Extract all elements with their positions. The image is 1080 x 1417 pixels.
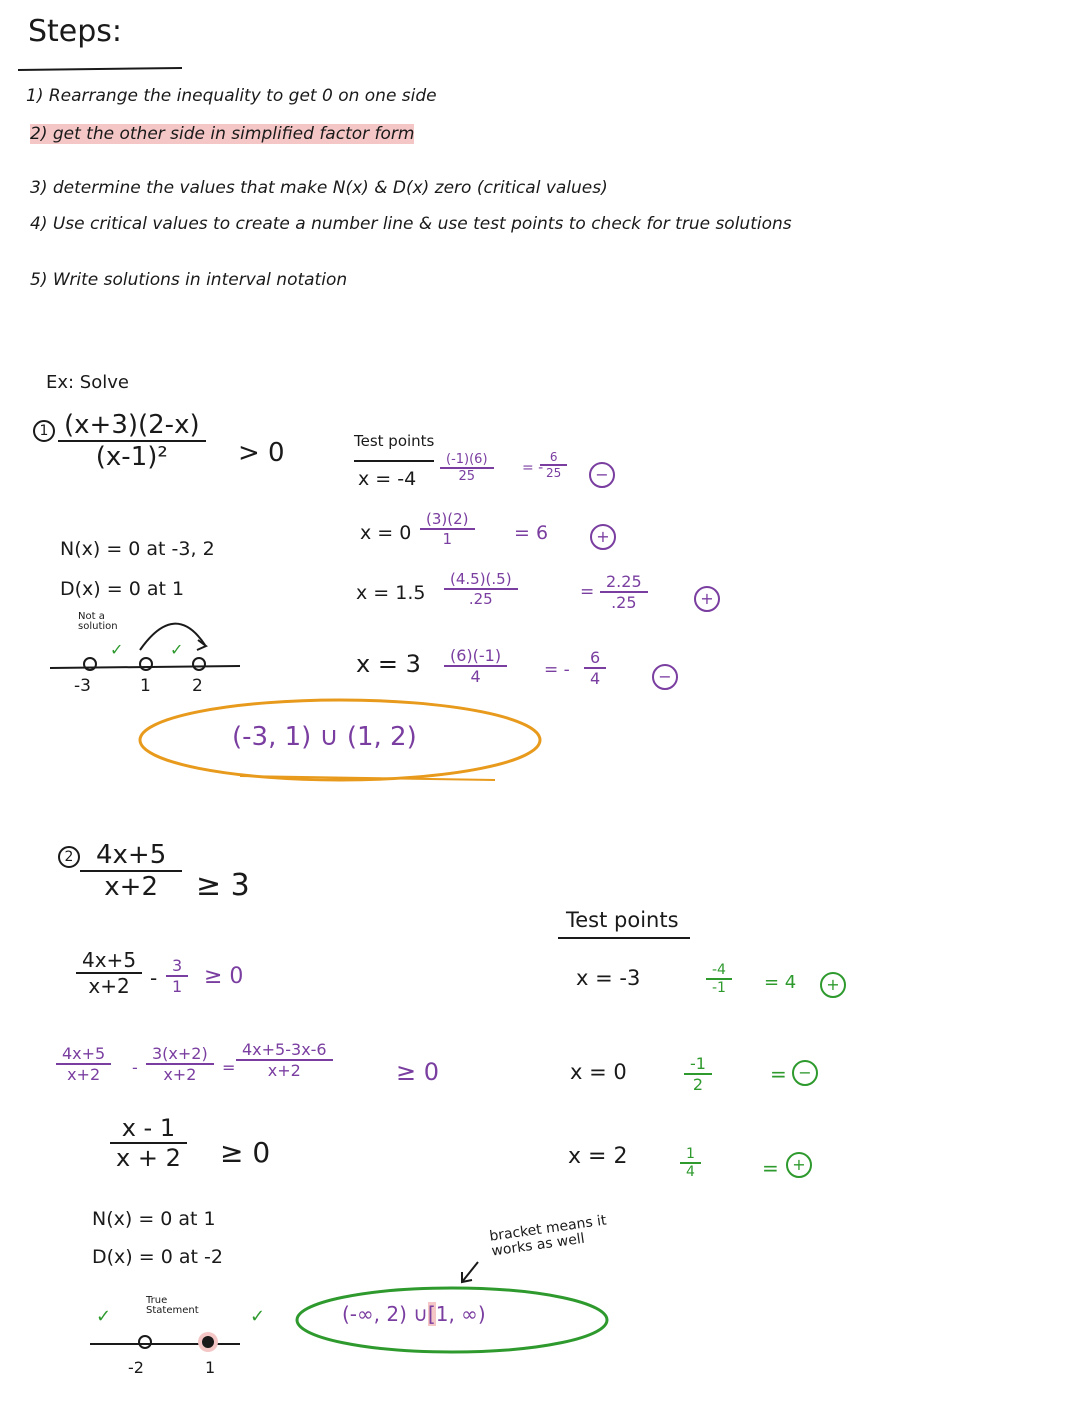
ex1-tp-x-2: x = 0 (360, 522, 412, 544)
ex1-n-zero: N(x) = 0 at -3, 2 (60, 538, 215, 560)
ex1-tp-res-1: $\frac{6}{25}$ (540, 450, 567, 480)
step-1: 1) Rearrange the inequality to get 0 on one side (26, 86, 437, 106)
ex1-tp-frac-1: $\frac{(-1)(6)}{25}$ (440, 452, 494, 484)
ex2-tp-sign-3: + (786, 1152, 812, 1178)
ex2-check-1: ✓ (96, 1306, 112, 1327)
ex2-tp-x-1: x = -3 (576, 966, 641, 990)
ex2-tp-frac-2: $\frac{-1}{2}$ (684, 1054, 712, 1094)
ex1-tp-x-3: x = 1.5 (356, 582, 426, 604)
ex2-step2-eq: = (222, 1058, 236, 1077)
arrow-head-1 (197, 640, 206, 650)
ex2-denominator: x+2 (104, 872, 158, 902)
ex1-tp-x-1: x = -4 (358, 468, 417, 490)
ex2-fraction (80, 840, 182, 902)
step-5: 5) Write solutions in interval notation (30, 270, 348, 290)
ex2-test-points-heading: Test points (566, 908, 679, 932)
ex2-step1-frac-a: $\frac{4x+5}{x+2}$ (76, 948, 142, 998)
ex1-relation: > 0 (238, 438, 285, 468)
ex1-check-2: ✓ (170, 640, 184, 659)
ex1-tp-x-4: x = 3 (356, 650, 421, 678)
ex2-step2-frac-c: $\frac{4x+5-3x-6}{x+2}$ (236, 1040, 333, 1080)
ex2-tp-sign-1: + (820, 972, 846, 998)
open-point-neg2 (139, 1336, 151, 1348)
ex1-tp-sign-2: + (590, 524, 616, 550)
ex1-tp-eq-1: = - (522, 460, 544, 476)
ex1-tp-eq-4: = - (544, 660, 570, 680)
ex2-check-2: ✓ (250, 1306, 266, 1327)
ex2-bracket-note: bracket means it works as well (488, 1212, 608, 1260)
ex2-step2-rel: ≥ 0 (396, 1058, 440, 1086)
ex1-tp-sign-1: − (589, 462, 615, 488)
step-4: 4) Use critical values to create a number line & use test points to check for true solutions (30, 214, 792, 234)
steps-heading: Steps: (28, 14, 123, 49)
ex1-not-solution-note: Not a solution (78, 611, 118, 632)
ex1-tick-neg3: -3 (74, 676, 91, 696)
ex1-tp-frac-4: $\frac{(6)(-1)}{4}$ (444, 646, 507, 686)
ex1-denominator: (x-1)² (95, 442, 168, 472)
open-point-2 (193, 658, 205, 670)
ex2-true-statement-note: True Statement (146, 1295, 199, 1316)
ex2-relation: ≥ 3 (196, 868, 250, 903)
ex1-tp-res-3: $\frac{2.25}{.25}$ (600, 572, 648, 612)
ex2-tp-frac-3: $\frac{1}{4}$ (680, 1146, 701, 1180)
ex1-tp-frac-3: $\frac{(4.5)(.5)}{.25}$ (444, 570, 518, 608)
ex1-tp-eq-2: = 6 (514, 522, 549, 544)
ex1-tp-frac-2: $\frac{(3)(2)}{1}$ (420, 510, 475, 548)
ex2-step2-frac-b: $\frac{3(x+2)}{x+2}$ (146, 1044, 214, 1084)
ex2-step1-rel: ≥ 0 (204, 964, 244, 989)
ex1-test-points-heading: Test points (354, 432, 435, 450)
ex2-tp-sign-2: − (792, 1060, 818, 1086)
ex2-step2-frac-a: $\frac{4x+5}{x+2}$ (56, 1044, 111, 1084)
ex2-tp-frac-1: $\frac{-4}{-1}$ (706, 962, 732, 996)
ex1-fraction (58, 410, 206, 472)
bracket-note-arrow (462, 1262, 478, 1282)
closed-point-1 (202, 1336, 214, 1348)
ex2-answer: (-∞, 2) ∪[1, ∞) (342, 1302, 486, 1326)
ex2-step3-rel: ≥ 0 (220, 1136, 271, 1169)
ex1-tp-res-4: $\frac{6}{4}$ (584, 648, 606, 688)
ex2-step2-minus: - (132, 1058, 138, 1077)
ex2-tick-neg2: -2 (128, 1358, 144, 1377)
answer-1-underline (240, 776, 495, 780)
ex2-numerator: 4x+5 (80, 840, 182, 872)
ex1-tp-sign-4: − (652, 664, 678, 690)
highlight-point-1 (198, 1332, 218, 1352)
ex1-tp-sign-3: + (694, 586, 720, 612)
ex2-step1-minus: - (150, 966, 158, 990)
ex2-tp-eq-3: = (762, 1156, 779, 1180)
heading-underline (18, 68, 182, 70)
ex1-tick-2: 2 (192, 676, 203, 696)
ex2-step1-frac-b: $\frac{3}{1}$ (166, 956, 188, 996)
ex2-tp-eq-2: = (770, 1062, 787, 1086)
ex1-check-1: ✓ (110, 640, 124, 659)
open-point-neg3 (84, 658, 96, 670)
ex2-tp-eq-1: = 4 (764, 972, 797, 993)
step-3: 3) determine the values that make N(x) & D(x) zero (critical values) (30, 178, 608, 198)
ex2-tp-x-2: x = 0 (570, 1060, 627, 1084)
ex2-d-zero: D(x) = 0 at -2 (92, 1246, 223, 1268)
ex1-numerator: (x+3)(2-x) (58, 410, 206, 442)
example-label: Ex: Solve (46, 372, 129, 393)
ex2-tp-x-3: x = 2 (568, 1144, 628, 1169)
number-line-1 (50, 666, 240, 668)
open-point-1 (140, 658, 152, 670)
ex1-answer: (-3, 1) ∪ (1, 2) (232, 722, 417, 752)
ex1-d-zero: D(x) = 0 at 1 (60, 578, 185, 600)
ex2-tick-1: 1 (205, 1358, 216, 1377)
step-2: 2) get the other side in simplified factor form (30, 124, 415, 144)
ex2-step3-frac: $\frac{x - 1}{x + 2}$ (110, 1114, 187, 1172)
ex1-tick-1: 1 (140, 676, 151, 696)
circled-number-2: 2 (58, 846, 80, 868)
circled-number-1: 1 (33, 420, 55, 442)
ex2-n-zero: N(x) = 0 at 1 (92, 1208, 216, 1230)
ex1-tp-eq-3: = (580, 582, 595, 602)
